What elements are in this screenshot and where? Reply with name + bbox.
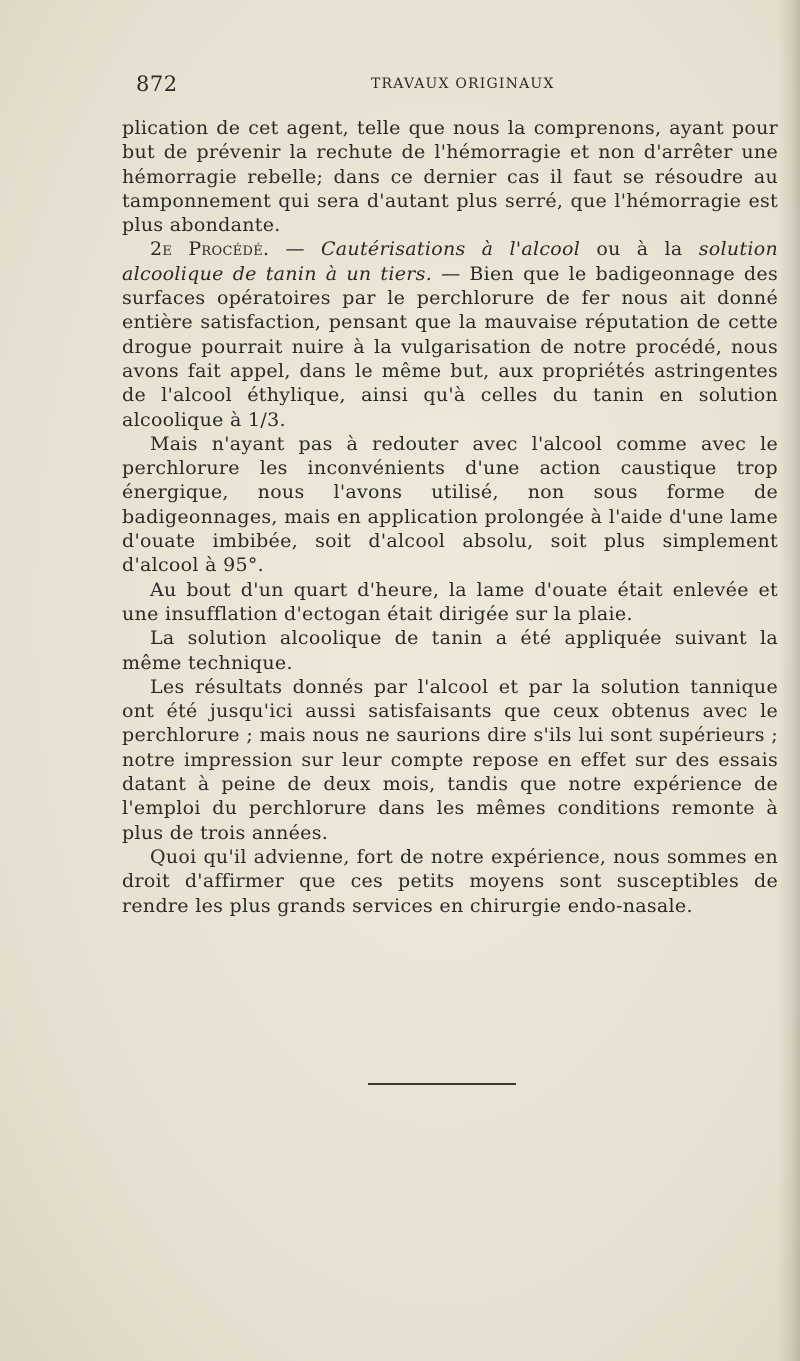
paragraph-procede-2 xyxy=(122,237,778,431)
paragraph-solution-tanin: La solution alcoolique de tanin a été appliquée suivant la même technique. xyxy=(122,627,778,674)
paragraph-resultats: Les résultats donnés par l'alcool et par la solution tannique ont été jusqu'ici aussi satisfaisants que ceux obtenus avec le perchlorure ; mais nous ne saurions dire s'ils lui sont supérieurs ; notre impression sur leur compte repose en effet sur des essais datant à peine de deux mois, tandis que notre expérience de l'emploi du perchlorure dans les mêmes conditions remonte à plus de trois années. xyxy=(122,675,778,844)
paragraph-quart-heure: Au bout d'un quart d'heure, la lame d'ouate était enlevée et une insufflation d'ectogan était dirigée sur la plaie. xyxy=(122,578,778,625)
procede-dash: — xyxy=(269,238,321,261)
paragraph-conclusion: Quoi qu'il advienne, fort de notre expérience, nous sommes en droit d'affirmer que ces petits moyens sont susceptibles de rendre les plus grands services en chirurgie endo-nasale. xyxy=(122,845,778,917)
procede-label: 2e Procédé. xyxy=(150,238,270,261)
procede-body: — Bien que le badigeonnage des surfaces opératoires par le perchlorure de fer nous ait donné entière satisfaction, pensant que la mauvaise réputation de cette drogue pourrait nuire à la vulgarisation de notre procédé, nous avons fait appel, dans le même but, aux propriétés astringentes de l'alcool éthylique, ainsi qu'à celles du tanin en solution alcoolique à 1/3. xyxy=(122,262,778,431)
running-title: TRAVAUX ORIGINAUX xyxy=(371,76,555,92)
section-end-rule xyxy=(368,1083,516,1085)
body-text xyxy=(122,116,778,918)
running-header xyxy=(136,72,776,98)
procede-connector: ou à la xyxy=(580,238,699,261)
page-edge-shadow xyxy=(778,0,800,1361)
procede-title-alcool: Cautérisations à l'alcool xyxy=(320,238,581,261)
paragraph-continuation: plication de cet agent, telle que nous la comprenons, ayant pour but de prévenir la rechute de l'hémorragie et non d'arrêter une hémorragie rebelle; dans ce dernier cas il faut se résoudre au tamponnement qui sera d'autant plus serré, que l'hémorragie est plus abondante. xyxy=(122,117,778,237)
procede-title-tanin: solution alcoolique de tanin à un tiers. xyxy=(122,238,778,285)
page-number: 872 xyxy=(136,72,178,96)
paragraph-alcool-application: Mais n'ayant pas à redouter avec l'alcool comme avec le perchlorure les inconvénients d'une action caustique trop énergique, nous l'avons utilisé, non sous forme de badigeonnages, mais en application prolongée à l'aide d'une lame d'ouate imbibée, soit d'alcool absolu, soit plus simplement d'alcool à 95°. xyxy=(122,432,778,577)
